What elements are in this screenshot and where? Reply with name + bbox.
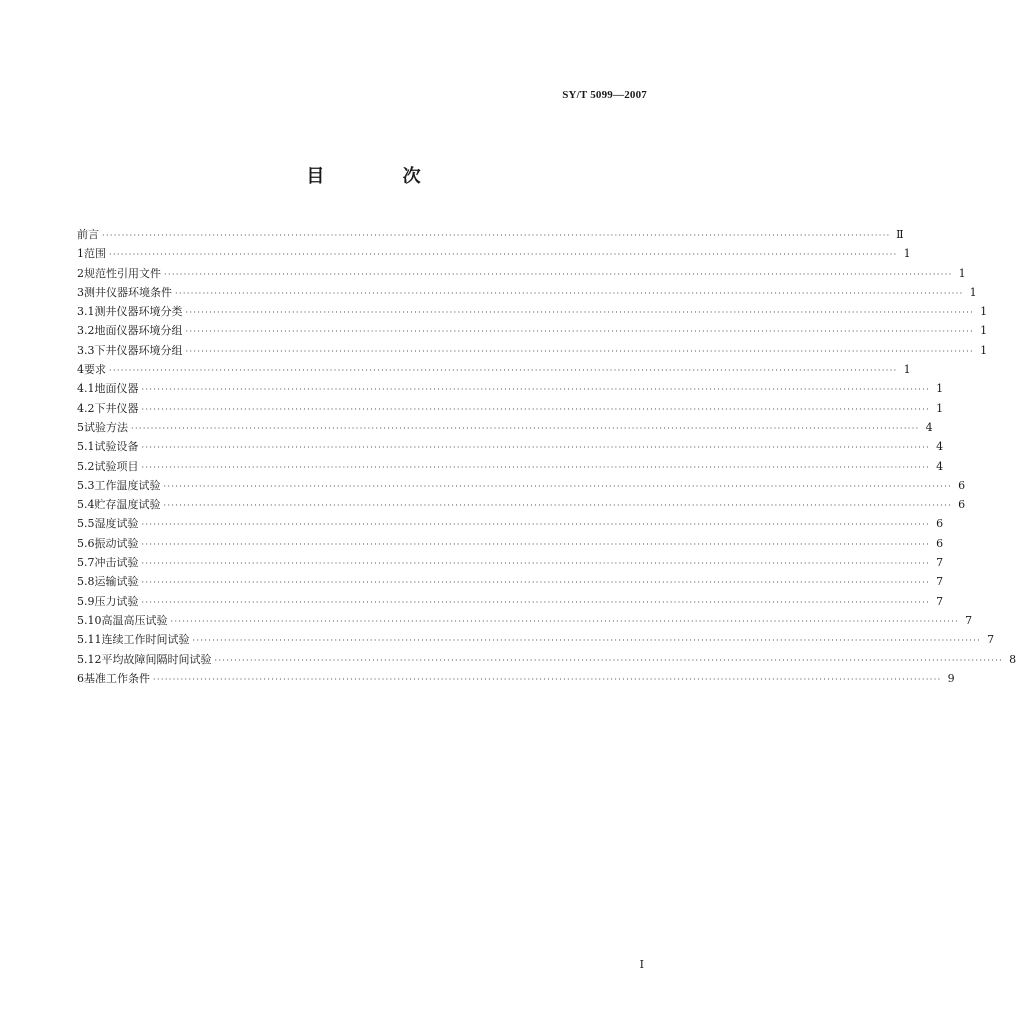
toc-entry-title: 地面仪器 bbox=[94, 382, 139, 396]
toc-entry-title: 测井仪器环境分类 bbox=[94, 305, 183, 319]
toc-entry-title: 规范性引用文件 bbox=[84, 266, 161, 280]
toc-entry-number: 5.10 bbox=[77, 613, 102, 627]
toc-leader-dots: ········································································································································································································ bbox=[185, 346, 975, 356]
toc-entry-page: 7 bbox=[936, 594, 944, 608]
toc-entry-title: 振动试验 bbox=[94, 536, 139, 550]
toc-entry-number: 6 bbox=[77, 671, 84, 685]
toc-entry-page: 1 bbox=[980, 305, 988, 319]
toc-entry[interactable] bbox=[77, 611, 973, 630]
toc-entry-page: 8 bbox=[1009, 652, 1016, 666]
toc-leader-dots: ········································································································································································································ bbox=[164, 269, 953, 279]
toc-entry-page: 1 bbox=[903, 247, 911, 261]
toc-entry[interactable] bbox=[77, 669, 955, 688]
toc-entry[interactable] bbox=[77, 283, 977, 302]
toc-entry[interactable] bbox=[77, 244, 911, 263]
table-of-contents bbox=[77, 225, 1016, 688]
toc-leader-dots: ········································································································································································································ bbox=[141, 462, 931, 472]
page-number: I bbox=[639, 958, 644, 971]
toc-entry-page: 9 bbox=[947, 671, 955, 685]
toc-entry-number: 5.4 bbox=[77, 498, 95, 512]
toc-entry-title: 湿度试验 bbox=[94, 517, 139, 531]
toc-leader-dots: ········································································································································································································ bbox=[131, 423, 920, 433]
toc-entry-number: 5.9 bbox=[77, 594, 95, 608]
toc-leader-dots: ········································································································································································································ bbox=[141, 578, 931, 588]
toc-entry-page: 1 bbox=[936, 401, 944, 415]
toc-entry-title: 连续工作时间试验 bbox=[101, 633, 190, 647]
toc-leader-dots: ········································································································································································································ bbox=[185, 308, 975, 318]
toc-entry-title: 冲击试验 bbox=[94, 556, 139, 570]
toc-entry-title: 要求 bbox=[84, 363, 106, 377]
toc-entry-number: 5.12 bbox=[77, 652, 102, 666]
toc-entry-title: 下井仪器 bbox=[94, 401, 139, 415]
toc-entry[interactable] bbox=[77, 341, 988, 360]
toc-entry-page: Ⅱ bbox=[896, 228, 904, 241]
toc-entry-number: 5.5 bbox=[77, 517, 95, 531]
toc-entry[interactable] bbox=[77, 399, 944, 418]
toc-entry[interactable] bbox=[77, 225, 904, 244]
toc-entry[interactable] bbox=[77, 457, 944, 476]
toc-entry[interactable] bbox=[77, 302, 988, 321]
toc-entry-page: 7 bbox=[965, 613, 973, 627]
toc-entry[interactable] bbox=[77, 321, 988, 340]
toc-entry[interactable] bbox=[77, 534, 944, 553]
toc-entry[interactable] bbox=[77, 264, 966, 283]
toc-entry-page: 6 bbox=[958, 498, 966, 512]
toc-entry-number: 5.3 bbox=[77, 478, 95, 492]
toc-entry-page: 7 bbox=[936, 556, 944, 570]
toc-entry[interactable] bbox=[77, 650, 1016, 669]
toc-entry-title: 工作温度试验 bbox=[94, 478, 161, 492]
toc-entry-page: 7 bbox=[987, 633, 995, 647]
toc-entry[interactable] bbox=[77, 553, 944, 572]
toc-entry-page: 4 bbox=[925, 420, 933, 434]
toc-leader-dots: ········································································································································································································ bbox=[192, 636, 982, 646]
toc-entry-page: 1 bbox=[969, 285, 977, 299]
toc-entry-page: 6 bbox=[936, 536, 944, 550]
toc-entry-number: 5.11 bbox=[77, 633, 102, 647]
toc-entry-number: 4 bbox=[77, 363, 84, 377]
toc-entry-number: 5.1 bbox=[77, 440, 95, 454]
toc-entry[interactable] bbox=[77, 360, 911, 379]
toc-entry-title: 高温高压试验 bbox=[101, 613, 168, 627]
toc-entry-title: 地面仪器环境分组 bbox=[94, 324, 183, 338]
toc-entry-number: 3.1 bbox=[77, 305, 95, 319]
toc-entry-number: 5.2 bbox=[77, 459, 95, 473]
toc-entry[interactable] bbox=[77, 630, 995, 649]
toc-entry[interactable] bbox=[77, 592, 944, 611]
toc-leader-dots: ········································································································································································································ bbox=[163, 481, 953, 491]
toc-entry-page: 1 bbox=[936, 382, 944, 396]
toc-leader-dots: ········································································································································································································ bbox=[141, 520, 931, 530]
toc-leader-dots: ········································································································································································································ bbox=[141, 597, 931, 607]
toc-entry[interactable] bbox=[77, 514, 944, 533]
toc-entry-number: 3.2 bbox=[77, 324, 95, 338]
toc-entry-page: 4 bbox=[936, 459, 944, 473]
toc-leader-dots: ········································································································································································································ bbox=[141, 443, 931, 453]
standard-code: SY/T 5099—2007 bbox=[562, 89, 647, 101]
toc-entry[interactable] bbox=[77, 476, 966, 495]
toc-entry-page: 4 bbox=[936, 440, 944, 454]
toc-entry-number: 5.7 bbox=[77, 556, 95, 570]
toc-entry-number: 4.2 bbox=[77, 401, 95, 415]
toc-leader-dots: ········································································································································································································ bbox=[141, 559, 931, 569]
toc-entry-page: 1 bbox=[958, 266, 966, 280]
toc-entry-number: 5 bbox=[77, 420, 84, 434]
toc-entry-page: 1 bbox=[980, 343, 988, 357]
toc-entry-title: 贮存温度试验 bbox=[94, 498, 161, 512]
toc-leader-dots: ········································································································································································································ bbox=[153, 674, 942, 684]
toc-leader-dots: ········································································································································································································ bbox=[141, 385, 931, 395]
toc-leader-dots: ········································································································································································································ bbox=[141, 404, 931, 414]
toc-entry[interactable] bbox=[77, 495, 966, 514]
toc-entry[interactable] bbox=[77, 437, 944, 456]
toc-entry-title: 平均故障间隔时间试验 bbox=[101, 652, 212, 666]
toc-entry-title: 试验方法 bbox=[84, 420, 128, 434]
toc-entry-number: 3 bbox=[77, 285, 84, 299]
toc-entry-title: 运输试验 bbox=[94, 575, 139, 589]
toc-entry[interactable] bbox=[77, 379, 944, 398]
toc-entry-number: 1 bbox=[77, 247, 84, 261]
toc-entry[interactable] bbox=[77, 418, 933, 437]
toc-entry-number: 4.1 bbox=[77, 382, 95, 396]
toc-leader-dots: ········································································································································································································ bbox=[170, 616, 960, 626]
toc-entry-page: 1 bbox=[980, 324, 988, 338]
toc-entry-number: 5.6 bbox=[77, 536, 95, 550]
toc-entry-number: 2 bbox=[77, 266, 84, 280]
toc-entry-title: 测井仪器环境条件 bbox=[84, 285, 172, 299]
toc-entry-title: 试验设备 bbox=[94, 440, 139, 454]
toc-entry-number: 3.3 bbox=[77, 343, 95, 357]
toc-leader-dots: ········································································································································································································ bbox=[175, 288, 964, 298]
page-title: 目 次 bbox=[306, 166, 457, 187]
toc-entry-number: 5.8 bbox=[77, 575, 95, 589]
toc-entry-page: 6 bbox=[936, 517, 944, 531]
toc-leader-dots: ········································································································································································································ bbox=[185, 327, 975, 337]
toc-entry[interactable] bbox=[77, 572, 944, 591]
toc-leader-dots: ········································································································································································································ bbox=[214, 655, 1004, 665]
toc-entry-page: 6 bbox=[958, 478, 966, 492]
toc-entry-title: 前言 bbox=[77, 228, 99, 241]
toc-entry-title: 范围 bbox=[84, 247, 106, 261]
toc-entry-title: 试验项目 bbox=[94, 459, 139, 473]
toc-entry-title: 基准工作条件 bbox=[84, 671, 150, 685]
toc-leader-dots: ········································································································································································································ bbox=[163, 501, 953, 511]
toc-entry-page: 1 bbox=[903, 363, 911, 377]
toc-leader-dots: ········································································································································································································ bbox=[109, 366, 898, 376]
toc-entry-page: 7 bbox=[936, 575, 944, 589]
toc-entry-title: 压力试验 bbox=[94, 594, 139, 608]
toc-entry-title: 下井仪器环境分组 bbox=[94, 343, 183, 357]
toc-leader-dots: ········································································································································································································ bbox=[141, 539, 931, 549]
toc-leader-dots: ········································································································································································································ bbox=[109, 250, 898, 260]
toc-leader-dots: ········································································································································································································ bbox=[102, 231, 891, 240]
